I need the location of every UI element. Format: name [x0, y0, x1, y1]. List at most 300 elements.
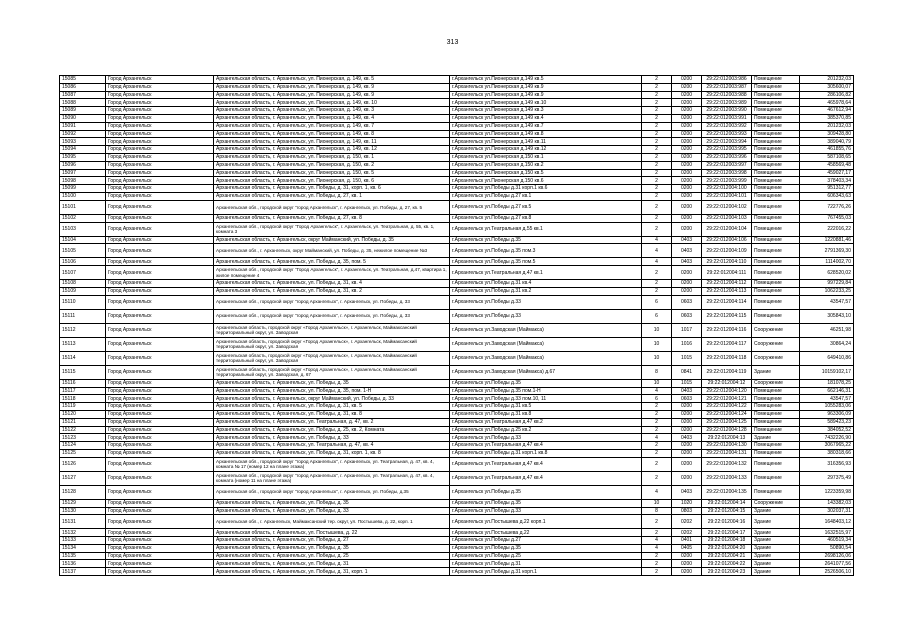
- municipality-cell: Город Архангельск: [106, 295, 214, 309]
- table-row: [60, 130, 854, 138]
- group-code-cell: 2: [642, 83, 672, 91]
- row-number-cell: 15108: [60, 280, 106, 288]
- table-row: [60, 214, 854, 222]
- subgroup-code-cell: 0200: [672, 457, 702, 471]
- cadastral-number-cell: 29:22:012003:993: [702, 130, 752, 138]
- cadastral-number-cell: 29:22:012004:121: [702, 395, 752, 403]
- municipality-cell: Город Архангельск: [106, 442, 214, 450]
- subgroup-code-cell: 0403: [672, 387, 702, 395]
- subgroup-code-cell: 1017: [672, 323, 702, 337]
- address-cell: Архангельская область, городской округ «Город Архангельск», г. Архангельск, Маймаксанский территориальный округ, ул. Заводская: [214, 337, 450, 351]
- object-type-cell: Здание: [752, 537, 800, 545]
- municipality-cell: Город Архангельск: [106, 552, 214, 560]
- short-address-cell: г.Архангельск ул.Победы д.31 корп.1: [450, 568, 642, 576]
- table-row: [60, 337, 854, 351]
- municipality-cell: Город Архангельск: [106, 529, 214, 537]
- cadastral-number-cell: 29:22:012003:991: [702, 114, 752, 122]
- object-type-cell: Помещение: [752, 130, 800, 138]
- cadastral-value-cell: 1632515,97: [800, 529, 854, 537]
- group-code-cell: 6: [642, 309, 672, 323]
- object-type-cell: Здание: [752, 507, 800, 515]
- row-number-cell: 15098: [60, 177, 106, 185]
- cadastral-number-cell: 29:22:012004:106: [702, 236, 752, 244]
- address-cell: Архангельская область, г. Архангельск, ул. Пионерская, д. 150, кв. 6: [214, 177, 450, 185]
- short-address-cell: г.Архангельск ул.Победы д.35 пом.1-Н: [450, 387, 642, 395]
- object-type-cell: Помещение: [752, 403, 800, 411]
- subgroup-code-cell: 0200: [672, 280, 702, 288]
- short-address-cell: г.Архангельск ул.Победы д.35 пом.5: [450, 258, 642, 266]
- address-cell: Архангельская область, г. Архангельск, ул. Пионерская, д. 149, кв. 10: [214, 99, 450, 107]
- municipality-cell: Город Архангельск: [106, 471, 214, 485]
- row-number-cell: 15114: [60, 351, 106, 365]
- cadastral-number-cell: 29:22:012004:109: [702, 244, 752, 258]
- table-row: [60, 169, 854, 177]
- short-address-cell: г.Архангельск ул.Театральная д.55 кв.1: [450, 222, 642, 236]
- object-type-cell: Помещение: [752, 426, 800, 434]
- cadastral-value-cell: 389040,79: [800, 138, 854, 146]
- municipality-cell: Город Архангельск: [106, 507, 214, 515]
- cadastral-value-cell: 30864,24: [800, 337, 854, 351]
- cadastral-value-cell: 305843,10: [800, 309, 854, 323]
- object-type-cell: Помещение: [752, 153, 800, 161]
- subgroup-code-cell: 0200: [672, 91, 702, 99]
- cadastral-number-cell: 29:22:012003:992: [702, 122, 752, 130]
- table-row: [60, 499, 854, 507]
- municipality-cell: Город Архангельск: [106, 403, 214, 411]
- short-address-cell: г.Архангельск ул.Пионерская д.149 кв.5: [450, 76, 642, 84]
- cadastral-value-cell: 589423,23: [800, 418, 854, 426]
- group-code-cell: 2: [642, 418, 672, 426]
- object-type-cell: Помещение: [752, 169, 800, 177]
- table-row: [60, 560, 854, 568]
- short-address-cell: г.Архангельск ул.Победы д.31 кв.8: [450, 410, 642, 418]
- cadastral-value-cell: 2698126,06: [800, 552, 854, 560]
- group-code-cell: 2: [642, 192, 672, 200]
- row-number-cell: 15102: [60, 214, 106, 222]
- address-cell: Архангельская область, г. Архангельск, ул. Победы, д. 33: [214, 434, 450, 442]
- short-address-cell: г.Архангельск ул.Постышева д.22: [450, 529, 642, 537]
- cadastral-number-cell: 29:22:012004:122: [702, 403, 752, 411]
- address-cell: Архангельская область, г. Архангельск, ул. Пионерская, д. 149, кв. 3: [214, 107, 450, 115]
- cadastral-value-cell: 1062233,25: [800, 287, 854, 295]
- cadastral-number-cell: 29:22:012004:124: [702, 410, 752, 418]
- subgroup-code-cell: 0841: [672, 365, 702, 379]
- short-address-cell: г.Архангельск ул.Победы д.33: [450, 434, 642, 442]
- table-row: [60, 426, 854, 434]
- municipality-cell: Город Архангельск: [106, 499, 214, 507]
- cadastral-number-cell: 29:22:012004:21: [702, 552, 752, 560]
- municipality-cell: Город Архангельск: [106, 337, 214, 351]
- subgroup-code-cell: 0200: [672, 552, 702, 560]
- municipality-cell: Город Архангельск: [106, 544, 214, 552]
- cadastral-value-cell: 2641077,56: [800, 560, 854, 568]
- municipality-cell: Город Архангельск: [106, 76, 214, 84]
- short-address-cell: г.Архангельск ул.Победы д.35: [450, 236, 642, 244]
- short-address-cell: г.Архангельск ул.Театральная д.47 кв.4: [450, 442, 642, 450]
- cadastral-value-cell: 309428,80: [800, 130, 854, 138]
- object-type-cell: Помещение: [752, 258, 800, 266]
- address-cell: Архангельская область, г. Архангельск, ул. Пионерская, д. 149, кв. 9: [214, 83, 450, 91]
- address-cell: Архангельская область, г. Архангельск, ул. Постышева, д. 22: [214, 529, 450, 537]
- short-address-cell: г.Архангельск ул.Победы д.27: [450, 537, 642, 545]
- municipality-cell: Город Архангельск: [106, 418, 214, 426]
- short-address-cell: г.Архангельск ул.Пионерская д.149 кв.9: [450, 83, 642, 91]
- address-cell: Архангельская область, г. Архангельск, ул. Пионерская, д. 149, кв. 12: [214, 146, 450, 154]
- short-address-cell: г.Архангельск ул.Победы д.33: [450, 507, 642, 515]
- subgroup-code-cell: 0200: [672, 114, 702, 122]
- short-address-cell: г.Архангельск ул.Победы д.33: [450, 309, 642, 323]
- subgroup-code-cell: 0200: [672, 560, 702, 568]
- object-type-cell: Помещение: [752, 442, 800, 450]
- cadastral-value-cell: 467612,94: [800, 107, 854, 115]
- address-cell: Архангельская область, г. Архангельск, округ Майманский, ул. Победы, д. 33: [214, 395, 450, 403]
- group-code-cell: 2: [642, 426, 672, 434]
- table-row: [60, 515, 854, 529]
- cadastral-number-cell: 29:22:012004:111: [702, 266, 752, 280]
- cadastral-value-cell: 458569,48: [800, 161, 854, 169]
- group-code-cell: 2: [642, 122, 672, 130]
- subgroup-code-cell: 0403: [672, 244, 702, 258]
- row-number-cell: 15123: [60, 434, 106, 442]
- address-cell: Архангельская область, г. Архангельск, ул. Победы, д. 27: [214, 537, 450, 545]
- subgroup-code-cell: 1015: [672, 379, 702, 387]
- group-code-cell: 2: [642, 552, 672, 560]
- table-row: [60, 418, 854, 426]
- object-type-cell: Помещение: [752, 146, 800, 154]
- cadastral-number-cell: 29:22:012003:986: [702, 76, 752, 84]
- subgroup-code-cell: 0200: [672, 410, 702, 418]
- cadastral-number-cell: 29:22:012004:110: [702, 258, 752, 266]
- address-cell: Архангельская обл., городской округ "город Архангельск", г. Архангельск, ул. Театральная, д. 47, кв. 4, комната № 17 (номер 12 на плане этажа): [214, 457, 450, 471]
- cadastral-number-cell: 29:22:012004:133: [702, 471, 752, 485]
- group-code-cell: 2: [642, 91, 672, 99]
- object-type-cell: Здание: [752, 434, 800, 442]
- address-cell: Архангельская область, г. Архангельск, ул. Победы, д. 25, кв. 2, Комната: [214, 426, 450, 434]
- object-type-cell: Помещение: [752, 395, 800, 403]
- table-row: [60, 537, 854, 545]
- row-number-cell: 15104: [60, 236, 106, 244]
- subgroup-code-cell: 0200: [672, 568, 702, 576]
- subgroup-code-cell: 0200: [672, 76, 702, 84]
- address-cell: Архангельская область, г. Архангельск, ул. Пионерская, д. 149, кв. 5: [214, 76, 450, 84]
- address-cell: Архангельская область, г. Архангельск, ул. Победы, д. 27, кв. 1: [214, 192, 450, 200]
- group-code-cell: 2: [642, 138, 672, 146]
- cadastral-value-cell: 767455,03: [800, 214, 854, 222]
- cadastral-number-cell: 29:22:012004:120: [702, 387, 752, 395]
- cadastral-number-cell: 29:22:012003:998: [702, 169, 752, 177]
- cadastral-number-cell: 29:22:012004:113: [702, 287, 752, 295]
- table-row: [60, 83, 854, 91]
- row-number-cell: 15105: [60, 244, 106, 258]
- object-type-cell: Помещение: [752, 280, 800, 288]
- cadastral-value-cell: 1648403,12: [800, 515, 854, 529]
- row-number-cell: 15111: [60, 309, 106, 323]
- table-row: [60, 192, 854, 200]
- cadastral-value-cell: 951312,77: [800, 185, 854, 193]
- subgroup-code-cell: 0803: [672, 507, 702, 515]
- group-code-cell: 2: [642, 410, 672, 418]
- cadastral-number-cell: 29:22:012003:994: [702, 138, 752, 146]
- object-type-cell: Помещение: [752, 99, 800, 107]
- address-cell: Архангельская область, г. Архангельск, ул. Победы, д. 35: [214, 499, 450, 507]
- cadastral-number-cell: 29:22:012004:130: [702, 442, 752, 450]
- cadastral-number-cell: 29:22:012004:131: [702, 449, 752, 457]
- address-cell: Архангельская обл., городской округ "город Архангельск", г. Архангельск, ул. Победы, д. 33: [214, 295, 450, 309]
- object-type-cell: Помещение: [752, 410, 800, 418]
- object-type-cell: Помещение: [752, 192, 800, 200]
- table-row: [60, 258, 854, 266]
- short-address-cell: г.Архангельск ул.Театральная д.47 кв.2: [450, 418, 642, 426]
- row-number-cell: 15103: [60, 222, 106, 236]
- address-cell: Архангельская область, г. Архангельск, ул. Победы, д. 35, пом. 1-Н: [214, 387, 450, 395]
- group-code-cell: 2: [642, 153, 672, 161]
- cadastral-number-cell: 29:22:012003:990: [702, 107, 752, 115]
- cadastral-number-cell: 29:22:012003:997: [702, 161, 752, 169]
- row-number-cell: 15106: [60, 258, 106, 266]
- short-address-cell: г.Архангельск ул.Пионерская д.149 кв.7: [450, 122, 642, 130]
- row-number-cell: 15088: [60, 99, 106, 107]
- group-code-cell: 8: [642, 365, 672, 379]
- group-code-cell: 10: [642, 351, 672, 365]
- subgroup-code-cell: 0200: [672, 107, 702, 115]
- table-row: [60, 410, 854, 418]
- object-type-cell: Помещение: [752, 222, 800, 236]
- object-type-cell: Помещение: [752, 387, 800, 395]
- municipality-cell: Город Архангельск: [106, 457, 214, 471]
- table-row: [60, 91, 854, 99]
- row-number-cell: 15118: [60, 395, 106, 403]
- municipality-cell: Город Архангельск: [106, 161, 214, 169]
- row-number-cell: 15107: [60, 266, 106, 280]
- row-number-cell: 15109: [60, 287, 106, 295]
- subgroup-code-cell: 0200: [672, 222, 702, 236]
- cadastral-number-cell: 29:22:012003:995: [702, 146, 752, 154]
- subgroup-code-cell: 0200: [672, 177, 702, 185]
- short-address-cell: г.Архангельск ул.Победы д.31: [450, 560, 642, 568]
- object-type-cell: Помещение: [752, 244, 800, 258]
- cadastral-value-cell: 297375,49: [800, 471, 854, 485]
- subgroup-code-cell: 0200: [672, 99, 702, 107]
- address-cell: Архангельская область, г. Архангельск, ул. Победы, д. 31, корп. 1, кв. 6: [214, 185, 450, 193]
- municipality-cell: Город Архангельск: [106, 323, 214, 337]
- subgroup-code-cell: 0603: [672, 395, 702, 403]
- cadastral-number-cell: 29:22:012004:115: [702, 309, 752, 323]
- object-type-cell: Помещение: [752, 418, 800, 426]
- short-address-cell: г.Архангельск ул.Победы д.31 корп.1 кв.8: [450, 449, 642, 457]
- table-row: [60, 471, 854, 485]
- object-type-cell: Помещение: [752, 457, 800, 471]
- cadastral-value-table: [59, 75, 854, 576]
- subgroup-code-cell: 0200: [672, 442, 702, 450]
- subgroup-code-cell: 0200: [672, 169, 702, 177]
- table-row: [60, 544, 854, 552]
- group-code-cell: 2: [642, 457, 672, 471]
- table-row: [60, 161, 854, 169]
- subgroup-code-cell: 0403: [672, 434, 702, 442]
- short-address-cell: г.Архангельск ул.Победы д.27 кв.8: [450, 214, 642, 222]
- row-number-cell: 15099: [60, 185, 106, 193]
- subgroup-code-cell: 0405: [672, 544, 702, 552]
- group-code-cell: 2: [642, 529, 672, 537]
- row-number-cell: 15093: [60, 138, 106, 146]
- row-number-cell: 15094: [60, 146, 106, 154]
- short-address-cell: г.Архангельск ул.Победы д.35 пом.3: [450, 244, 642, 258]
- municipality-cell: Город Архангельск: [106, 426, 214, 434]
- row-number-cell: 15089: [60, 107, 106, 115]
- group-code-cell: 4: [642, 544, 672, 552]
- cadastral-value-cell: 460519,34: [800, 537, 854, 545]
- group-code-cell: 2: [642, 568, 672, 576]
- subgroup-code-cell: 0200: [672, 138, 702, 146]
- cadastral-value-cell: 606343,63: [800, 192, 854, 200]
- table-row: [60, 552, 854, 560]
- object-type-cell: Сооружение: [752, 379, 800, 387]
- municipality-cell: Город Архангельск: [106, 568, 214, 576]
- group-code-cell: 10: [642, 337, 672, 351]
- cadastral-value-cell: 10159102,17: [800, 365, 854, 379]
- address-cell: Архангельская область, г. Архангельск, ул. Победы, д. 31, кв. 8: [214, 410, 450, 418]
- address-cell: Архангельская область, г. Архангельск, ул. Победы, д. 35, пом. 5: [214, 258, 450, 266]
- object-type-cell: Помещение: [752, 114, 800, 122]
- municipality-cell: Город Архангельск: [106, 258, 214, 266]
- object-type-cell: Помещение: [752, 76, 800, 84]
- short-address-cell: г.Архангельск ул.Победы д.27 кв.5: [450, 200, 642, 214]
- short-address-cell: г.Архангельск ул.Пионерская д.149 кв.4: [450, 114, 642, 122]
- cadastral-number-cell: 29:22:012004:16: [702, 515, 752, 529]
- group-code-cell: 4: [642, 537, 672, 545]
- subgroup-code-cell: 0200: [672, 449, 702, 457]
- cadastral-value-cell: 465978,64: [800, 99, 854, 107]
- cadastral-number-cell: 29:22:012003:996: [702, 153, 752, 161]
- cadastral-value-cell: 201232,03: [800, 76, 854, 84]
- row-number-cell: 15122: [60, 426, 106, 434]
- table-row: [60, 442, 854, 450]
- municipality-cell: Город Архангельск: [106, 114, 214, 122]
- table-row: [60, 507, 854, 515]
- address-cell: Архангельская обл., городской округ "город Архангельск", г. Архангельск, ул. Победы, д. 27, кв. 5: [214, 200, 450, 214]
- table-row: [60, 529, 854, 537]
- cadastral-value-cell: 43547,57: [800, 295, 854, 309]
- cadastral-value-cell: 385370,85: [800, 114, 854, 122]
- cadastral-value-cell: 461855,76: [800, 146, 854, 154]
- cadastral-value-cell: 963306,09: [800, 410, 854, 418]
- municipality-cell: Город Архангельск: [106, 395, 214, 403]
- cadastral-value-cell: 459027,17: [800, 169, 854, 177]
- group-code-cell: 4: [642, 258, 672, 266]
- address-cell: Архангельская область, городской округ «Город Архангельск», г. Архангельск, Маймаксанский территориальный округ, ул. Заводская, д. 67: [214, 365, 450, 379]
- object-type-cell: Помещение: [752, 266, 800, 280]
- subgroup-code-cell: 1016: [672, 337, 702, 351]
- table-row: [60, 387, 854, 395]
- row-number-cell: 15131: [60, 515, 106, 529]
- table-row: [60, 403, 854, 411]
- cadastral-number-cell: 29:22:012004:15: [702, 507, 752, 515]
- cadastral-value-cell: 378403,34: [800, 177, 854, 185]
- object-type-cell: Помещение: [752, 449, 800, 457]
- table-row: [60, 449, 854, 457]
- row-number-cell: 15115: [60, 365, 106, 379]
- cadastral-number-cell: 29:22:012004:112: [702, 280, 752, 288]
- short-address-cell: г.Архангельск ул.Пионерская д.149 кв.11: [450, 138, 642, 146]
- address-cell: Архангельская обл., городской округ "Город Архангельск", г. Архангельск, ул. Театральная, д.47, квартира 1, жилое помещение 4: [214, 266, 450, 280]
- row-number-cell: 15134: [60, 544, 106, 552]
- short-address-cell: г.Архангельск ул.Пионерская д.150 кв.6: [450, 177, 642, 185]
- subgroup-code-cell: 0403: [672, 236, 702, 244]
- cadastral-value-cell: 286106,82: [800, 91, 854, 99]
- group-code-cell: 2: [642, 99, 672, 107]
- cadastral-number-cell: 29:22:012004:102: [702, 200, 752, 214]
- cadastral-number-cell: 29:22:012004:101: [702, 192, 752, 200]
- cadastral-value-cell: 1055283,06: [800, 403, 854, 411]
- cadastral-number-cell: 29:22:012004:132: [702, 457, 752, 471]
- group-code-cell: 2: [642, 222, 672, 236]
- group-code-cell: 4: [642, 434, 672, 442]
- table-row: [60, 114, 854, 122]
- short-address-cell: г.Архангельск ул.Заводская (Маймакса) д.67: [450, 365, 642, 379]
- row-number-cell: 15092: [60, 130, 106, 138]
- address-cell: Архангельская область, г. Архангельск, ул. Театральная, д. 47, кв. 2: [214, 418, 450, 426]
- cadastral-value-cell: 628520,02: [800, 266, 854, 280]
- group-code-cell: 2: [642, 169, 672, 177]
- group-code-cell: 2: [642, 114, 672, 122]
- object-type-cell: Помещение: [752, 200, 800, 214]
- table-row: [60, 434, 854, 442]
- short-address-cell: г.Архангельск ул.Победы д.31 кв.4: [450, 280, 642, 288]
- row-number-cell: 15124: [60, 442, 106, 450]
- cadastral-number-cell: 29:22:012004:12: [702, 379, 752, 387]
- municipality-cell: Город Архангельск: [106, 192, 214, 200]
- object-type-cell: Помещение: [752, 309, 800, 323]
- table-row: [60, 295, 854, 309]
- row-number-cell: 15086: [60, 83, 106, 91]
- subgroup-code-cell: 0403: [672, 485, 702, 499]
- municipality-cell: Город Архангельск: [106, 177, 214, 185]
- subgroup-code-cell: 0603: [672, 309, 702, 323]
- row-number-cell: 15095: [60, 153, 106, 161]
- group-code-cell: 6: [642, 295, 672, 309]
- address-cell: Архангельская область, г. Архангельск, ул. Победы, д. 31, кв. 4: [214, 280, 450, 288]
- group-code-cell: 2: [642, 266, 672, 280]
- subgroup-code-cell: 0200: [672, 130, 702, 138]
- cadastral-number-cell: 29:22:012004:18: [702, 537, 752, 545]
- group-code-cell: 2: [642, 76, 672, 84]
- row-number-cell: 15119: [60, 403, 106, 411]
- cadastral-value-cell: 222016,22: [800, 222, 854, 236]
- short-address-cell: г.Архангельск ул.Пионерская д.149 кв.12: [450, 146, 642, 154]
- cadastral-value-cell: 181078,25: [800, 379, 854, 387]
- short-address-cell: г.Архангельск ул.Победы д.25: [450, 552, 642, 560]
- group-code-cell: 10: [642, 379, 672, 387]
- subgroup-code-cell: 0200: [672, 418, 702, 426]
- municipality-cell: Город Архангельск: [106, 222, 214, 236]
- municipality-cell: Город Архангельск: [106, 214, 214, 222]
- cadastral-number-cell: 29:22:012004:14: [702, 499, 752, 507]
- subgroup-code-cell: 0200: [672, 122, 702, 130]
- short-address-cell: г.Архангельск ул.Театральная д.47 кв.4: [450, 471, 642, 485]
- municipality-cell: Город Архангельск: [106, 153, 214, 161]
- municipality-cell: Город Архангельск: [106, 485, 214, 499]
- address-cell: Архангельская область, г. Архангельск, ул. Победы, д. 31: [214, 560, 450, 568]
- object-type-cell: Помещение: [752, 107, 800, 115]
- group-code-cell: 4: [642, 387, 672, 395]
- table-row: [60, 99, 854, 107]
- table-row: [60, 323, 854, 337]
- group-code-cell: 2: [642, 560, 672, 568]
- cadastral-value-cell: 1220881,46: [800, 236, 854, 244]
- cadastral-value-cell: 587108,65: [800, 153, 854, 161]
- row-number-cell: 15120: [60, 410, 106, 418]
- cadastral-number-cell: 29:22:012003:987: [702, 83, 752, 91]
